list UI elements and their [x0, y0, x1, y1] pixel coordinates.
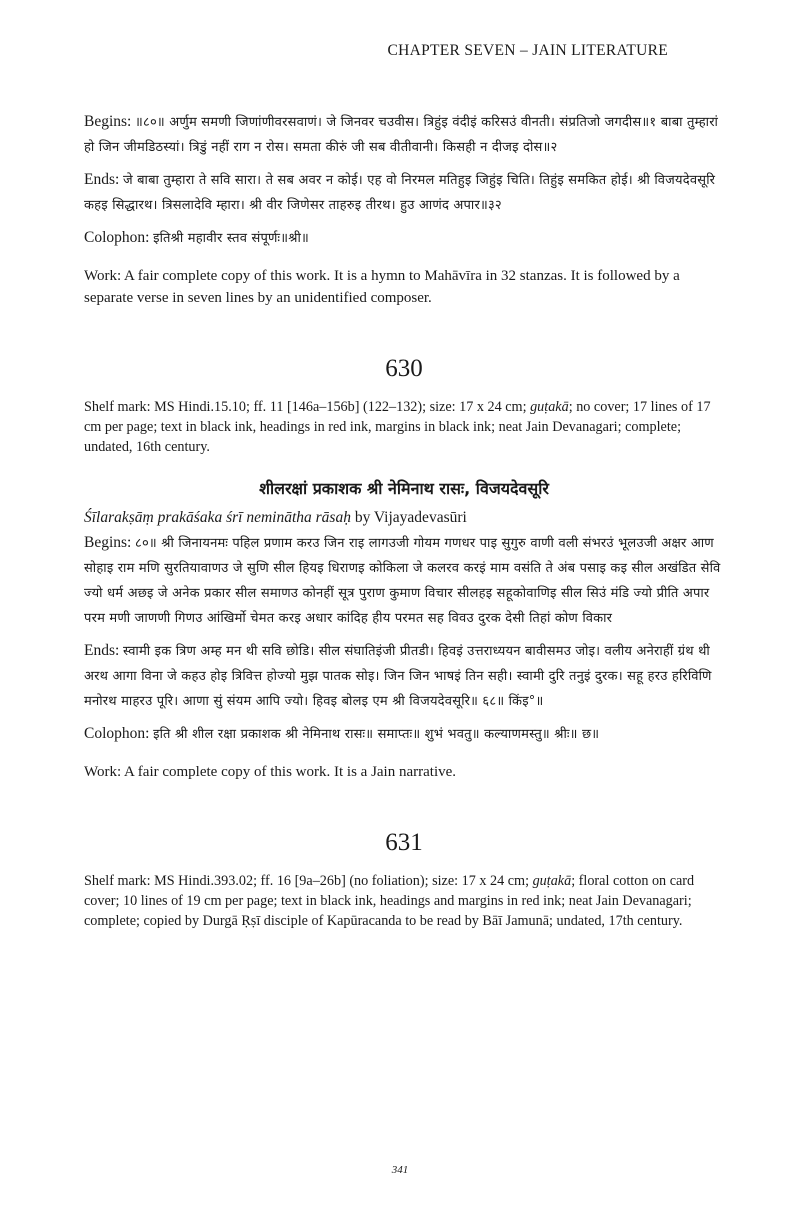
colophon-text: इतिश्री महावीर स्तव संपूर्णः॥श्री॥	[153, 231, 309, 246]
title-devanagari-630: शीलरक्षां प्रकाशक श्री नेमिनाथ रासः, विजयदेवसूरि	[259, 479, 549, 498]
work-description-630: Work: A fair complete copy of this work. It is a Jain narrative.	[84, 764, 457, 780]
colophon-label-630: Colophon:	[84, 725, 150, 742]
ends-text-630: स्वामी इक त्रिण अम्ह मन थी सवि छोडि। सील संघातिइंजी प्रीतडी। हिवइं उत्तराध्ययन बावीसमउ जोइ। वलीय अनेराहीं ग्रंथ थी अरथ आगा विना जे कहउ होइ त्रिवित्त होज्यो मुझ पातक सोइ। जिन जिन भाषइं तिन सही। स्वामी दुरि तनुइं दुरक। सहू हरउ हरिविणि मनोरथ माहरउ पूरि। आणा सुं संयम आपि ज्यो। हिवइ बोलइ एम श्री विजयदेवसूरि॥ ६८॥ किंइ°॥	[84, 644, 712, 709]
running-head: CHAPTER SEVEN – JAIN LITERATURE	[387, 42, 668, 59]
begins-text-630: ८०॥ श्री जिनायनमः पहिल प्रणाम करउ जिन राइ लागउजी गोयम गणधर पाइ सुगुरु वाणी वली संभरउं भूलउजी अक्षर आण सोहाइ राम मणि सुरतियावाणउ जे सुणि सील हियइ धिराणइ कोकिला जे कलरव करइं माम वसंति ते अंब पसाइ कइ सील अखंडित सेवि ज्यो धर्म अछइ जे अनेक प्रकार सील समाणउ कोनहीं सूत्र पुराण कुमाण विचार सीलहइ सहूकोवाणिइ सील सिउं मंडि ज्यो प्रीति अपार परम मणी जाणणी गिणउ आंखिर्मो चेमत करइ अधार कांदिह हीय परमत सह विवउ दुरक देसी तिहां कोण विकार	[84, 536, 721, 626]
title-latin-630	[84, 509, 724, 527]
page-number: 341	[391, 1164, 409, 1176]
shelf-mark-630-gutaka: guṭakā	[530, 399, 569, 415]
entry-number-630: 630	[385, 355, 423, 382]
shelf-mark-631	[84, 871, 724, 931]
shelf-mark-630-part2: ; no cover; 17 lines of 17 cm per page; text in black ink, headings in red ink, margins in black ink; neat Jain Devanagari; complete; undated, 16th century.	[84, 399, 711, 455]
begins-paragraph-630	[84, 531, 724, 631]
begins-label-630: Begins:	[84, 534, 132, 551]
begins-label: Begins:	[84, 113, 132, 130]
colophon-paragraph	[84, 226, 724, 251]
ends-paragraph-630	[84, 639, 724, 714]
shelf-mark-630	[84, 397, 724, 457]
begins-text: ॥८०॥ अर्णुम समणी जिणांणीवरसवाणं। जे जिनवर चउवीस। त्रिहुंइ वंदीइं करिसउं वीनती। संप्रतिजो जगदीस॥१ बाबा तुम्हारां हो जिन जीमडिठस्यां। त्रिडुं नहीं राग न रोस। समता कीरुं जी सब वीतीवानी। किसही न दीजइ दोस॥२	[84, 115, 719, 155]
colophon-paragraph-630	[84, 722, 724, 747]
shelf-mark-631-gutaka: guṭakā	[532, 873, 572, 889]
ends-label: Ends:	[84, 171, 120, 188]
ends-text: जे बाबा तुम्हारा ते सवि सारा। ते सब अवर न कोई। एह वो निरमल मतिहुइ जिहुंइ चिति। तिहुंइ समकित होई। श्री विजयदेवसूरि कहइ सिद्धारथ। त्रिसलादेवि म्हारा। श्री वीर जिणेसर ताहरुइ तीरथ। हुउ आणंद अपार॥३२	[84, 173, 716, 213]
shelf-mark-631-part2: ; floral cotton on card cover; 10 lines of 19 cm per page; text in black ink, headings and margins in red ink; neat Jain Devanagari; complete; copied by Durgā Ṛṣī disciple of Kapūracanda to be read by Bāī Jamunā; undated, 17th century.	[84, 873, 695, 929]
title-latin-630-author: by Vijayadevasūri	[350, 509, 467, 526]
colophon-text-630: इति श्री शील रक्षा प्रकाशक श्री नेमिनाथ रासः॥ समाप्तः॥ शुभं भवतु॥ कल्याणमस्तु॥ श्रीः॥ छ॥	[153, 727, 600, 742]
page-content	[84, 110, 724, 931]
entry-number-631: 631	[385, 829, 423, 856]
shelf-mark-631-part1: Shelf mark: MS Hindi.393.02; ff. 16 [9a–26b] (no foliation); size: 17 x 24 cm;	[84, 873, 533, 889]
ends-label-630: Ends:	[84, 642, 120, 659]
title-latin-630-italic: Śīlarakṣāṃ prakāśaka śrī neminātha rāsaḥ	[84, 509, 351, 526]
ends-paragraph	[84, 168, 724, 218]
colophon-label: Colophon:	[84, 229, 150, 246]
begins-paragraph	[84, 110, 724, 160]
shelf-mark-630-part1: Shelf mark: MS Hindi.15.10; ff. 11 [146a–156b] (122–132); size: 17 x 24 cm;	[84, 399, 531, 415]
work-description: Work: A fair complete copy of this work. It is a hymn to Mahāvīra in 32 stanzas. It is followed by a separate verse in seven lines by an unidentified composer.	[84, 268, 680, 306]
